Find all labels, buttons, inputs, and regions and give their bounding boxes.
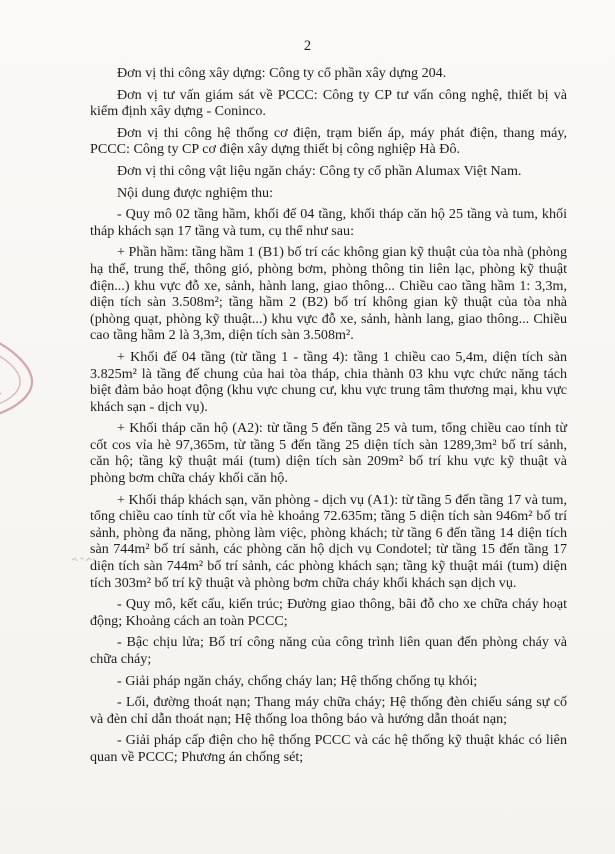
paragraph-hotel-tower: + Khối tháp khách sạn, văn phòng - dịch vụ (A1): từ tầng 5 đến tầng 17 và tum, tổng chiều cao tính từ cốt vỉa hè khoảng 72.635m; tầng 5 diện tích sàn 946m² bố trí sảnh, phòng đa năng, phòng làm việc, phòng khách; từ tầng 6 đến tầng 14 diện tích sàn 744m² bố trí sảnh, các phòng căn hộ dịch vụ Condotel; từ tầng 15 đến tầng 17 diện tích sàn 744m² bố trí sảnh, các phòng khách sạn; tầng kỹ thuật mái (tum) diện tích 303m² bố trí kỹ thuật và phòng bơm chữa cháy khối khách sạn dịch vụ. xyxy=(90,491,567,591)
paragraph-acceptance-heading: Nội dung được nghiệm thu: xyxy=(117,184,274,201)
paragraph-scale-structure-architecture: - Quy mô, kết cấu, kiến trúc; Đường giao thông, bãi đỗ cho xe chữa cháy hoạt động; Khoảng cách an toàn PCCC; xyxy=(90,596,567,629)
paragraph-power-supply: - Giải pháp cấp điện cho hệ thống PCCC và các hệ thống kỹ thuật khác có liên quan về PCCC; Phương án chống sét; xyxy=(90,732,567,765)
paragraph-construction-contractor: Đơn vị thi công xây dựng: Công ty cổ phần xây dựng 204. xyxy=(117,65,447,81)
document-body xyxy=(90,65,567,771)
paragraph-basement: + Phần hầm: tầng hầm 1 (B1) bố trí các không gian kỹ thuật của tòa nhà (phòng hạ thế, trung thế, thông gió, phòng bơm, phòng thông tin liên lạc, phòng kỹ thuật điện...) khu vực đỗ xe, sảnh, hành lang, giao thông... Chiều cao tầng hầm 1: 3,3m, diện tích sàn 3.508m²; tầng hầm 2 (B2) bố trí không gian kỹ thuật của tòa nhà (phòng quạt, phòng kỹ thuật...) khu vực đỗ xe, sảnh, hành lang, giao thông... Chiều cao tầng hầm 2 là 3,3m, diện tích sàn 3.508m². xyxy=(90,244,567,344)
paragraph-fire-material-contractor: Đơn vị thi công vật liệu ngăn cháy: Công ty cổ phần Alumax Việt Nam. xyxy=(117,162,522,179)
paragraph-fire-separation: - Giải pháp ngăn cháy, chống cháy lan; Hệ thống chống tụ khói; xyxy=(117,672,478,689)
paragraph-podium: + Khối đế 04 tầng (từ tầng 1 - tầng 4): tầng 1 chiều cao 5,4m, diện tích sàn 3.825m² là tầng đế chung của hai tòa tháp, chia thành 03 khu vực chức năng tách biệt đảm bảo hoạt động (khu vực chung cư, khu vực trung tâm thương mại, khu vực khách sạn - dịch vụ). xyxy=(90,348,567,415)
page-number: 2 xyxy=(303,38,312,54)
red-stamp-fragment xyxy=(0,330,36,422)
paragraph-escape-routes: - Lối, đường thoát nạn; Thang máy chữa cháy; Hệ thống đèn chiếu sáng sự cố và đèn chỉ dẫn thoát nạn; Hệ thống loa thông báo và hướng dẫn thoát nạn; xyxy=(90,694,567,727)
paragraph-apartment-tower: + Khối tháp căn hộ (A2): từ tầng 5 đến tầng 25 và tum, tổng chiều cao tính từ cốt cos vỉa hè 97,365m, từ tầng 5 đến tầng 25 diện tích sàn 1289,3m² bố trí sảnh, căn hộ; tầng kỹ thuật mái (tum) diện tích sàn 209m² bố trí khu vực kỹ thuật và phòng bơm chữa cháy khối căn hộ. xyxy=(90,420,567,487)
paragraph-fire-resistance: - Bậc chịu lửa; Bố trí công năng của công trình liên quan đến phòng cháy và chữa cháy; xyxy=(90,634,567,667)
paragraph-fire-supervision-consultant: Đơn vị tư vấn giám sát về PCCC: Công ty CP tư vấn công nghệ, thiết bị và kiểm định xây dựng - Coninco. xyxy=(90,86,567,120)
paragraph-scale-overview: - Quy mô 02 tầng hầm, khối đế 04 tầng, khối tháp căn hộ 25 tầng và tum, khối tháp khách sạn 17 tầng và tum, cụ thể như sau: xyxy=(90,206,567,239)
paragraph-mep-contractor: Đơn vị thi công hệ thống cơ điện, trạm biến áp, máy phát điện, thang máy, PCCC: Công ty CP cơ điện xây dựng thiết bị công nghiệp Hà Đô. xyxy=(90,124,567,158)
